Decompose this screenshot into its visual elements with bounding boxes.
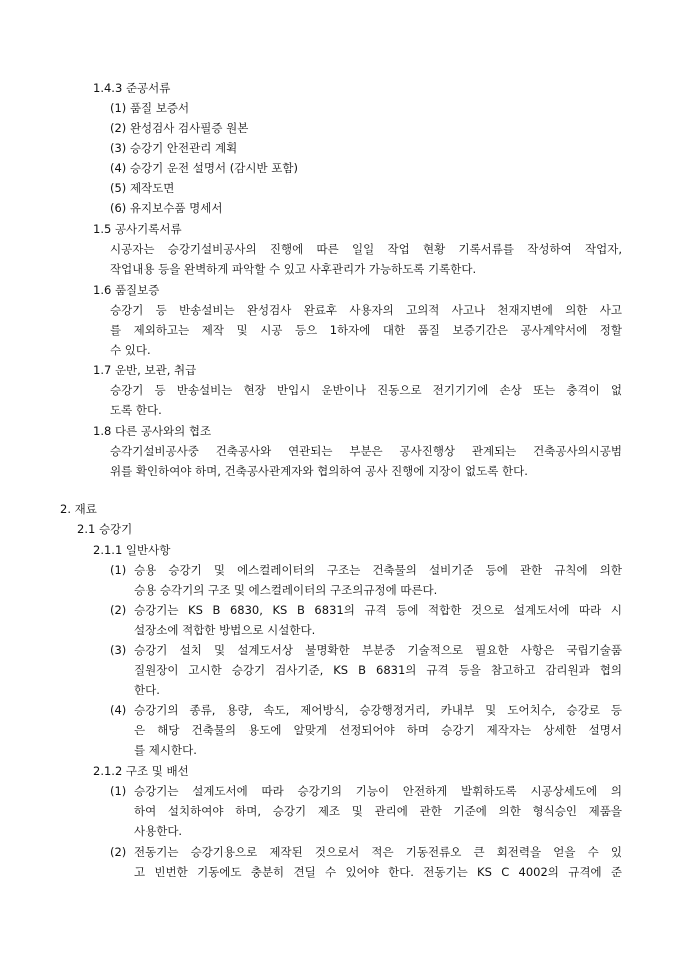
section-1-4-3-heading: 1.4.3 준공서류: [93, 81, 171, 95]
paragraph-line: 승용 승강기 및 에스컬레이터의 구조는 건축물의 설비기준 등에 관한 규칙에 의한: [134, 563, 622, 577]
item-number: (3): [110, 643, 127, 657]
paragraph-line: 위를 확인하여야 하며, 건축공사관계자와 협의하여 공사 진행에 지장이 없도록 한다.: [110, 464, 528, 478]
paragraph-line: 승강기는 KS B 6830, KS B 6831의 규격 등에 적합한 것으로 설계도서에 따라 시: [134, 603, 622, 617]
paragraph-line: 은 해당 건축물의 용도에 알맞게 선정되어야 하며 승강기 제작자는 상세한 설명서: [134, 723, 622, 737]
section-1-5-heading: 1.5 공사기록서류: [93, 222, 182, 236]
list-item: (6) 유지보수품 명세서: [110, 201, 223, 215]
paragraph-line: 질원장이 고시한 승강기 검사기준, KS B 6831의 규격 등을 참고하고 감리원과 협의: [134, 663, 622, 677]
paragraph-line: 를 제외하고는 제작 및 시공 등으 1하자에 대한 품질 보증기간은 공사계약서에 정할: [110, 323, 622, 337]
section-2-1-2-heading: 2.1.2 구조 및 배선: [93, 764, 189, 778]
paragraph-line: 사용한다.: [134, 824, 183, 838]
paragraph-line: 한다.: [134, 683, 160, 697]
paragraph-line: 시공자는 승강기설비공사의 진행에 따른 일일 작업 현황 기록서류를 작성하여 작업자,: [110, 242, 622, 256]
paragraph-line: 승각기설비공사중 건축공사와 연관되는 부분은 공사진행상 관계되는 건축공사의시공범: [110, 444, 622, 458]
section-1-8-heading: 1.8 다른 공사와의 협조: [93, 424, 212, 438]
section-1-7-heading: 1.7 운반, 보관, 취급: [93, 363, 197, 377]
section-2-1-1-heading: 2.1.1 일반사항: [93, 543, 171, 557]
paragraph-line: 하여 설치하여야 하며, 승강기 제조 및 관리에 관한 기준에 의한 형식승인 제품을: [134, 804, 622, 818]
paragraph-line: 설장소에 적합한 방법으로 시설한다.: [134, 623, 316, 637]
paragraph-line: 승강기 등 반송설비는 완성검사 완료후 사용자의 고의적 사고나 천재지변에 의한 사고: [110, 303, 622, 317]
list-item: (4) 승강기 운전 설명서 (감시반 포함): [110, 161, 298, 175]
paragraph-line: 고 빈번한 기동에도 충분히 견딜 수 있어야 한다. 전동기는 KS C 4002의 규격에 준: [134, 865, 622, 879]
paragraph-line: 승강기 설치 및 설계도서상 불명확한 부분중 기술적으로 필요한 사항은 국립기술품: [134, 643, 622, 657]
paragraph-line: 를 제시한다.: [134, 743, 197, 757]
list-item: (5) 제작도면: [110, 181, 175, 195]
paragraph-line: 승용 승각기의 구조 및 에스컬레이터의 구조의규정에 따른다.: [134, 583, 438, 597]
item-number: (2): [110, 603, 127, 617]
item-number: (2): [110, 845, 127, 859]
section-1-6-heading: 1.6 품질보증: [93, 283, 160, 297]
list-item: (2) 완성검사 검사필증 원본: [110, 121, 249, 135]
paragraph-line: 전동기는 승강기용으로 제작된 것으로서 적은 기동전류오 큰 회전력을 얻을 수 있: [134, 845, 622, 859]
item-number: (1): [110, 784, 127, 798]
section-2-1-heading: 2.1 승강기: [77, 522, 133, 536]
section-2-heading: 2. 재료: [60, 502, 97, 516]
item-number: (1): [110, 563, 127, 577]
paragraph-line: 도록 한다.: [110, 403, 162, 417]
paragraph-line: 승강기는 설계도서에 따라 승강기의 기능이 안전하게 발휘하도록 시공상세도에 의: [134, 784, 622, 798]
list-item: (1) 품질 보증서: [110, 101, 190, 115]
paragraph-line: 작업내용 등을 완벽하게 파악할 수 있고 사후관리가 가능하도록 기록한다.: [110, 262, 477, 276]
item-number: (4): [110, 703, 127, 717]
paragraph-line: 승강기의 종류, 용량, 속도, 제어방식, 승강행정거리, 카내부 및 도어치수, 승강로 등: [134, 703, 622, 717]
paragraph-line: 승강기 등 반송설비는 현장 반입시 운반이나 진동으로 전기기기에 손상 또는 충격이 없: [110, 383, 622, 397]
paragraph-line: 수 있다.: [110, 343, 151, 357]
list-item: (3) 승강기 안전관리 계획: [110, 141, 238, 155]
